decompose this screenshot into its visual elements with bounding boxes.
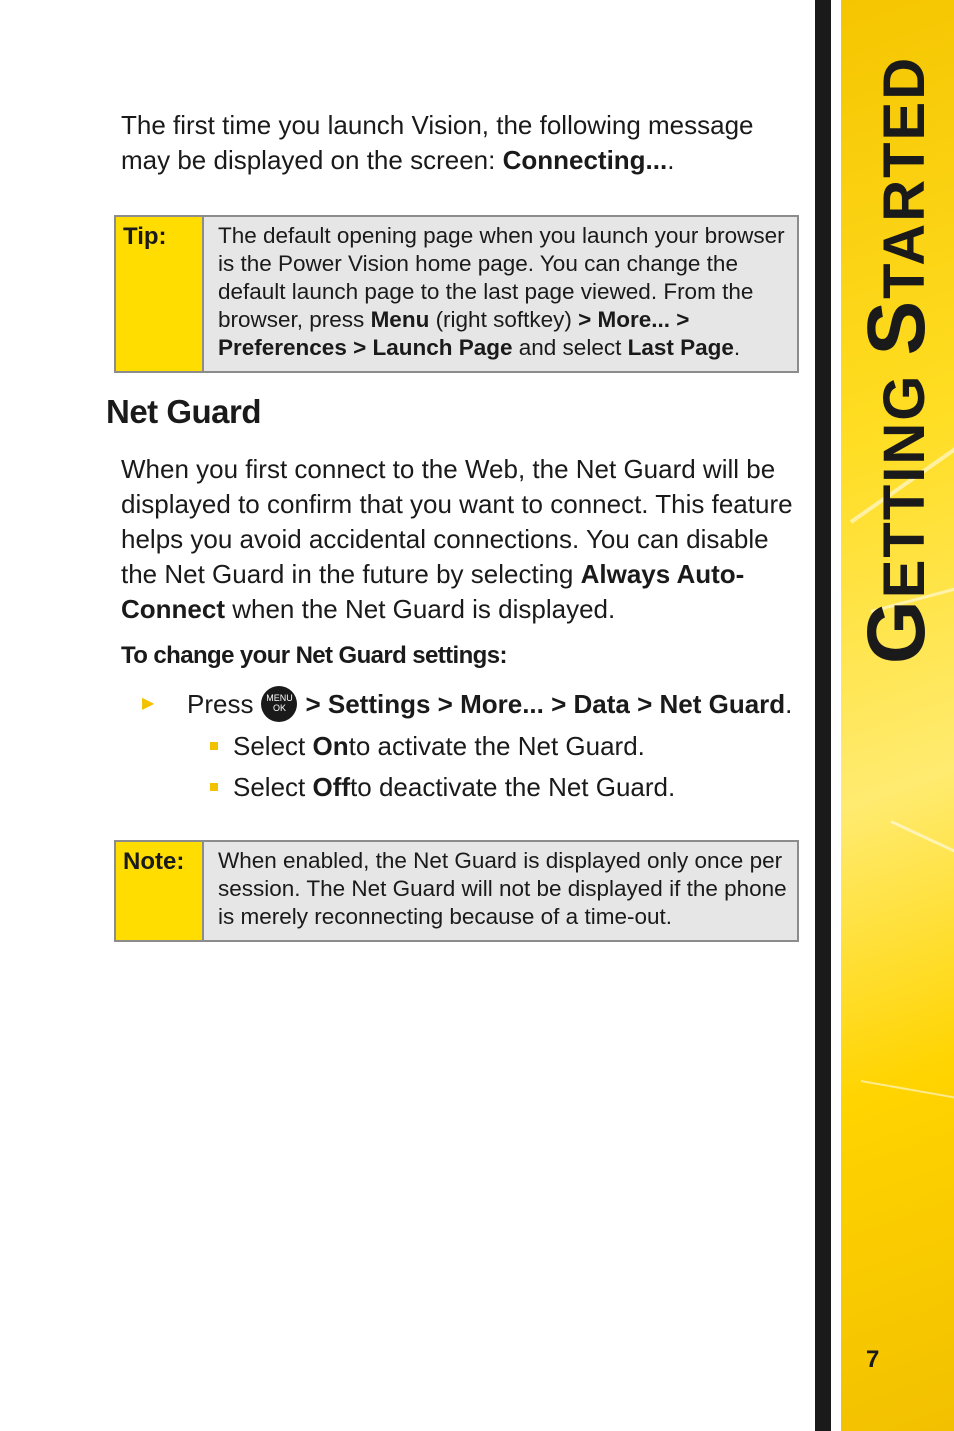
square-bullet-icon xyxy=(210,783,218,791)
section-heading: Net Guard xyxy=(106,393,262,430)
step-item: ▶ Press MENU OK > Settings > More... > Data > Net Guard . xyxy=(142,686,792,722)
section-tab-title: GETTING STARTED xyxy=(851,55,942,665)
sub-step-off: Select Off to deactivate the Net Guard. xyxy=(210,769,675,805)
menu-path: > Settings > More... > Data > Net Guard xyxy=(305,689,786,719)
procedure-heading: To change your Net Guard settings: xyxy=(121,642,507,669)
sub-step-on: Select On to activate the Net Guard. xyxy=(210,728,645,764)
note-box xyxy=(114,840,799,942)
page-number: 7 xyxy=(866,1346,880,1373)
intro-paragraph: The first time you launch Vision, the following message may be displayed on the screen: Connecting.... xyxy=(121,110,754,175)
side-divider xyxy=(815,0,831,1431)
light-streak xyxy=(861,1080,954,1106)
note-label: Note: xyxy=(116,842,204,940)
tip-label: Tip: xyxy=(116,217,204,371)
tip-box xyxy=(114,215,799,373)
tip-text: The default opening page when you launch your browser is the Power Vision home page. You can change the default launch page to the last page viewed. From the browser, press Menu (right softkey) > More... > Preferences > Launch Page and select Last Page. xyxy=(218,223,785,360)
note-text: When enabled, the Net Guard is displayed only once per session. The Net Guard will not be displayed if the phone is merely reconnecting because of a time-out. xyxy=(218,848,787,929)
triangle-bullet-icon: ▶ xyxy=(142,695,155,712)
light-streak xyxy=(890,820,954,890)
net-guard-paragraph: When you first connect to the Web, the Net Guard will be displayed to confirm that you want to connect. This feature helps you avoid accidental connections. You can disable the Net Guard in the future by selecting Always Auto-Connect when the Net Guard is displayed. xyxy=(121,454,793,624)
square-bullet-icon xyxy=(210,742,218,750)
menu-ok-key-icon: MENU OK xyxy=(261,686,297,722)
